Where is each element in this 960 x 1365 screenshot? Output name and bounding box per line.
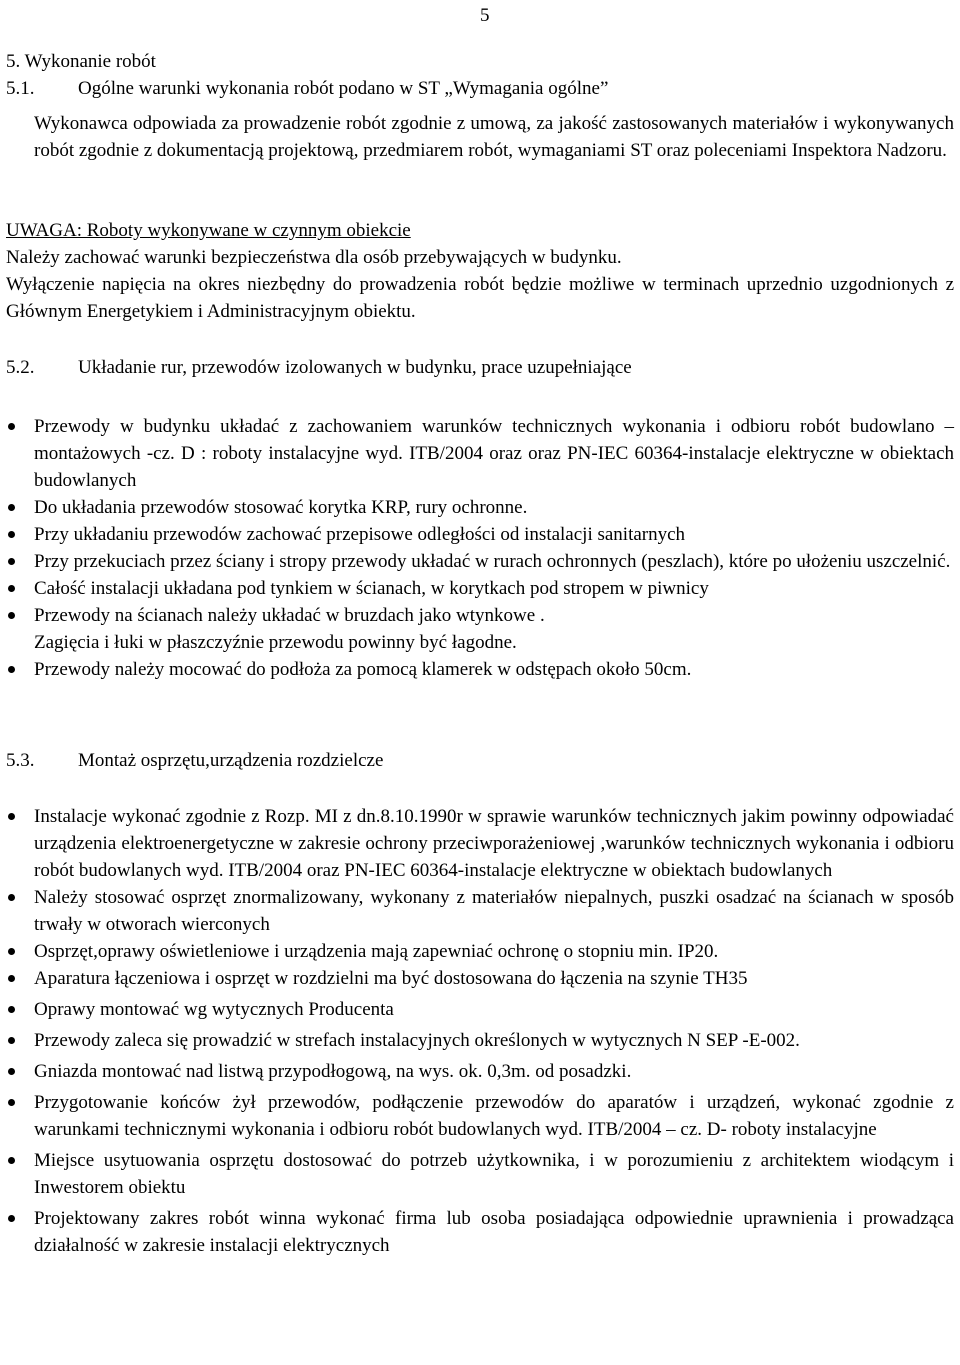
bullet-icon [8, 423, 15, 430]
section-5-3-title [6, 747, 383, 774]
bullet-icon [8, 894, 15, 901]
bullet-icon [8, 975, 15, 982]
section-5-1-text: Wykonawca odpowiada za prowadzenie robót zgodnie z umową, za jakość zastosowanych materiałów i wykonywanych robót zgodnie z dokumentacją projektową, przedmiarem robót, wymaganiami ST oraz poleceniami Inspektora Nadzoru. [34, 113, 954, 161]
bullet-icon [8, 1037, 15, 1044]
bullet-icon [8, 1006, 15, 1013]
list-item: Do układania przewodów stosować korytka KRP, rury ochronne. [6, 494, 954, 521]
section-number: 5.3. [6, 750, 35, 771]
warning-line-1: Należy zachować warunki bezpieczeństwa dla osób przebywających w budynku. [6, 247, 622, 268]
section-heading: 5. Wykonanie robót [6, 51, 156, 72]
list-item: Oprawy montować wg wytycznych Producenta [6, 996, 954, 1023]
bullet-icon [8, 558, 15, 565]
bullet-icon [8, 612, 15, 619]
section-5-3-list [6, 803, 954, 1259]
section-5-2-title [6, 354, 632, 381]
page-number: 5 [480, 5, 490, 26]
warning-title: UWAGA: Roboty wykonywane w czynnym obiekcie [6, 220, 411, 241]
list-item: Przygotowanie końców żył przewodów, podłączenie przewodów do aparatów i urządzeń, wykonać zgodnie z warunkami technicznymi wykonania i odbioru robót budowlanych wyd. ITB/2004 – cz. D- roboty instalacyjne [6, 1089, 954, 1143]
section-number: 5.2. [6, 357, 35, 378]
section-title: Układanie rur, przewodów izolowanych w budynku, prace uzupełniające [78, 357, 632, 378]
section-5-2-list [6, 413, 954, 683]
list-note: Zagięcia i łuki w płaszczyźnie przewodu powinny być łagodne. [34, 632, 517, 653]
list-item: Osprzęt,oprawy oświetleniowe i urządzenia mają zapewniać ochronę o stopniu min. IP20. [6, 938, 954, 965]
list-item: Należy stosować osprzęt znormalizowany, wykonany z materiałów niepalnych, puszki osadzać na ścianach w sposób trwały w otworach wierconych [6, 884, 954, 938]
bullet-icon [8, 585, 15, 592]
list-item: Instalacje wykonać zgodnie z Rozp. MI z dn.8.10.1990r w sprawie warunków technicznych jakim powinny odpowiadać urządzenia elektroenergetyczne w zakresie ochrony przeciwporażeniowej ,warunków technicznych wykonania i odbioru robót budowlanych wyd. ITB/2004 oraz PN-IEC 60364-instalacje elektryczne w obiektach budowlanych [6, 803, 954, 884]
bullet-icon [8, 531, 15, 538]
list-item: Całość instalacji układana pod tynkiem w ścianach, w korytkach pod stropem w piwnicy [6, 575, 954, 602]
list-item: Projektowany zakres robót winna wykonać firma lub osoba posiadająca odpowiednie uprawnienia i prowadząca działalność w zakresie instalacji elektrycznych [6, 1205, 954, 1259]
list-item: Przewody na ścianach należy układać w bruzdach jako wtynkowe . Zagięcia i łuki w płaszczyźnie przewodu powinny być łagodne. [6, 602, 954, 656]
bullet-icon [8, 813, 15, 820]
list-item: Gniazda montować nad listwą przypodłogową, na wys. ok. 0,3m. od posadzki. [6, 1058, 954, 1085]
section-number: 5.1. [6, 78, 35, 99]
list-item: Przy przekuciach przez ściany i stropy przewody układać w rurach ochronnych (peszlach), które po ułożeniu uszczelnić. [6, 548, 954, 575]
bullet-icon [8, 1099, 15, 1106]
bullet-icon [8, 1068, 15, 1075]
list-item: Przy układaniu przewodów zachować przepisowe odległości od instalacji sanitarnych [6, 521, 954, 548]
bullet-icon [8, 666, 15, 673]
warning-line-2: Wyłączenie napięcia na okres niezbędny do prowadzenia robót będzie możliwe w terminach uprzednio uzgodnionych z Głównym Energetykiem i Administracyjnym obiektu. [6, 274, 954, 322]
section-title: Ogólne warunki wykonania robót podano w ST „Wymagania ogólne” [78, 78, 609, 99]
bullet-icon [8, 1215, 15, 1222]
list-item: Przewody zaleca się prowadzić w strefach instalacyjnych określonych w wytycznych N SEP -E-002. [6, 1027, 954, 1054]
list-item: Aparatura łączeniowa i osprzęt w rozdzielni ma być dostosowana do łączenia na szynie TH35 [6, 965, 954, 992]
section-title: Montaż osprzętu,urządzenia rozdzielcze [78, 750, 384, 771]
list-item: Przewody w budynku układać z zachowaniem warunków technicznych wykonania i odbioru robót budowlano – montażowych -cz. D : roboty instalacyjne wyd. ITB/2004 oraz oraz PN-IEC 60364-instalacje elektryczne w obiektach budowlanych [6, 413, 954, 494]
bullet-icon [8, 948, 15, 955]
list-item: Przewody należy mocować do podłoża za pomocą klamerek w odstępach około 50cm. [6, 656, 954, 683]
bullet-icon [8, 1157, 15, 1164]
bullet-icon [8, 504, 15, 511]
section-5-1-title [6, 75, 608, 102]
list-item: Miejsce usytuowania osprzętu dostosować do potrzeb użytkownika, i w porozumieniu z architektem wiodącym i Inwestorem obiektu [6, 1147, 954, 1201]
